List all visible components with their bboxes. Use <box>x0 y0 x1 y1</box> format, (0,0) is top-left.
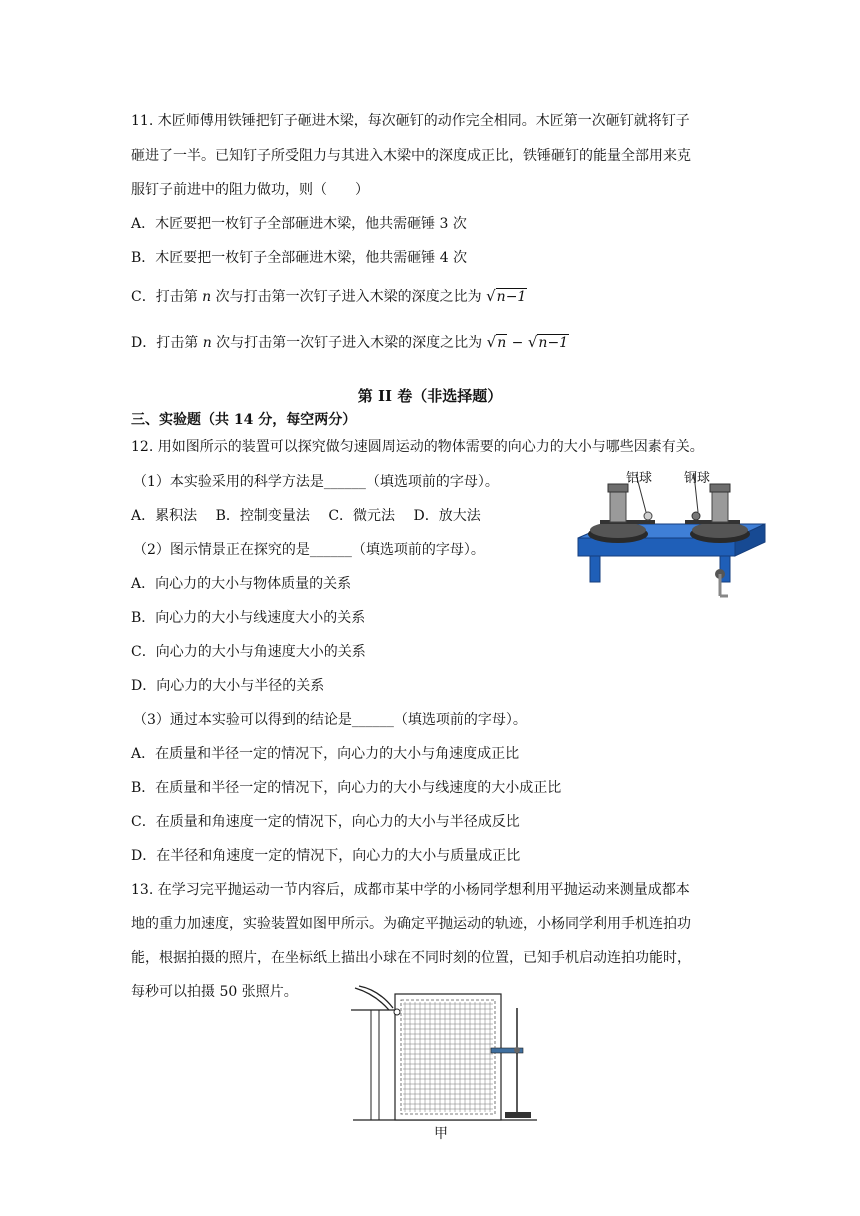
q12-sub3: （3）通过本实验可以得到的结论是______（填选项前的字母）。 <box>133 712 527 728</box>
section-part-heading: 三、实验题（共 14 分，每空两分） <box>131 412 357 428</box>
q12-sub1-options <box>131 506 495 526</box>
centripetal-apparatus-figure <box>570 468 770 604</box>
section-title: 第 II 卷（非选择题） <box>357 387 503 405</box>
q13-stem-line-2: 地的重力加速度，实验装置如图甲所示。为确定平抛运动的轨迹，小杨同学利用手机连拍功 <box>131 916 691 932</box>
q11-option-c <box>131 286 527 307</box>
q12-sub1-option-b: B．控制变量法 <box>215 508 310 524</box>
sqrt-n: √n <box>486 333 507 351</box>
q11-stem-line-1: 11. 木匠师傅用铁锤把钉子砸进木梁，每次砸钉的动作完全相同。木匠第一次砸钉就将钉子 <box>131 113 690 129</box>
label-aluminum-ball: 铝球 <box>626 471 653 486</box>
q11-option-c-mid: 次与打击第一次钉子进入木梁的深度之比为 <box>211 289 482 305</box>
q11-option-b: B．木匠要把一枚钉子全部砸进木梁，他共需砸锤 4 次 <box>131 250 468 266</box>
q13-figure-caption: 甲 <box>434 1126 448 1142</box>
q12-sub1: （1）本实验采用的科学方法是______（填选项前的字母）。 <box>133 474 499 490</box>
sqrt-n-minus-1: √n−1 <box>486 287 527 305</box>
minus-sign: − <box>511 335 524 351</box>
q13-stem-line-3: 能，根据拍摄的照片，在坐标纸上描出小球在不同时刻的位置，已知手机启动连拍功能时， <box>131 950 691 966</box>
q11-option-d-prefix: D．打击第 <box>131 335 203 351</box>
var-n: n <box>202 335 212 351</box>
sqrt-n-minus-1: √n−1 <box>527 333 569 351</box>
sqrt-radicand: n−1 <box>538 335 569 351</box>
q11-option-d-mid: 次与打击第一次钉子进入木梁的深度之比为 <box>211 335 483 351</box>
q13-stem-line-1: 13. 在学习完平抛运动一节内容后，成都市某中学的小杨同学想利用平抛运动来测量成都本 <box>131 882 690 898</box>
q12-sub1-option-d: D．放大法 <box>413 508 481 524</box>
label-steel-ball: 钢球 <box>684 471 711 486</box>
projectile-apparatus-figure <box>345 984 545 1124</box>
q11-option-a: A．木匠要把一枚钉子全部砸进木梁，他共需砸锤 3 次 <box>131 216 467 232</box>
q13-stem-line-4: 每秒可以拍摄 50 张照片。 <box>131 984 298 1000</box>
q11-option-c-prefix: C．打击第 <box>131 289 203 305</box>
q12-sub1-option-a: A．累积法 <box>131 508 198 524</box>
q12-sub3-option-d: D．在半径和角速度一定的情况下，向心力的大小与质量成正比 <box>131 848 521 864</box>
q12-sub2-option-c: C．向心力的大小与角速度大小的关系 <box>131 644 366 660</box>
q12-sub1-option-c: C．微元法 <box>328 508 396 524</box>
q11-option-d <box>131 332 569 353</box>
q12-sub2: （2）图示情景正在探究的是______（填选项前的字母）。 <box>133 542 485 558</box>
var-n: n <box>202 289 212 305</box>
q12-sub2-option-d: D．向心力的大小与半径的关系 <box>131 678 325 694</box>
q12-sub3-option-a: A．在质量和半径一定的情况下，向心力的大小与角速度成正比 <box>131 746 520 762</box>
q12-sub3-option-b: B．在质量和半径一定的情况下，向心力的大小与线速度的大小成正比 <box>131 780 562 796</box>
q12-sub2-option-a: A．向心力的大小与物体质量的关系 <box>131 576 352 592</box>
sqrt-radicand: n <box>497 335 507 351</box>
q12-sub3-option-c: C．在质量和角速度一定的情况下，向心力的大小与半径成反比 <box>131 814 520 830</box>
sqrt-radicand: n−1 <box>496 289 527 305</box>
q11-stem-line-3: 服钉子前进中的阻力做功，则（ ） <box>131 182 369 198</box>
q12-sub2-option-b: B．向心力的大小与线速度大小的关系 <box>131 610 366 626</box>
q11-stem-line-2: 砸进了一半。已知钉子所受阻力与其进入木梁中的深度成正比，铁锤砸钉的能量全部用来克 <box>131 148 691 164</box>
q12-stem: 12. 用如图所示的装置可以探究做匀速圆周运动的物体需要的向心力的大小与哪些因素有关。 <box>131 439 704 455</box>
